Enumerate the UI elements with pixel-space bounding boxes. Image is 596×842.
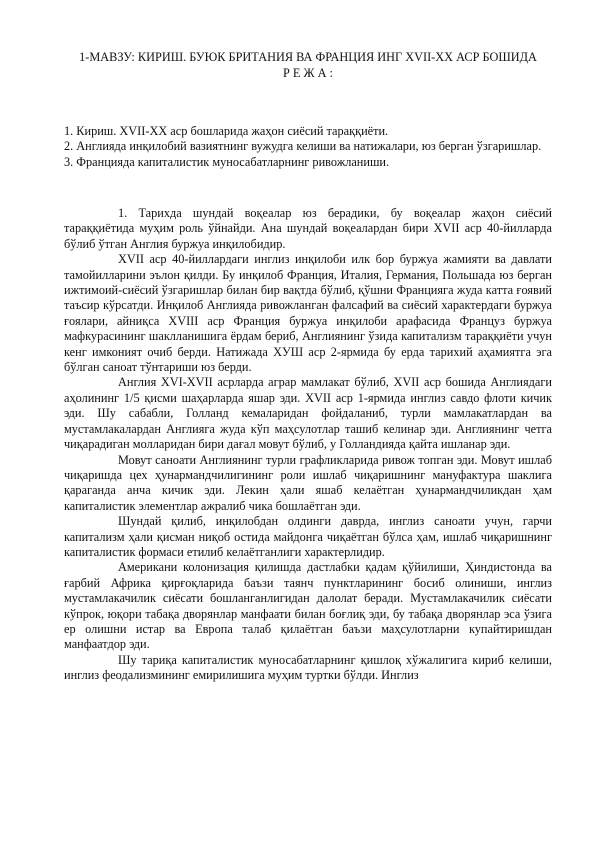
- plan-item: 3. Францияда капиталистик муносабатларнинг ривожланиши.: [64, 154, 390, 169]
- plan-item: 2. Англияда инқилобий вазиятнинг вужудга келиши ва натижалари, юз берган ўзгаришлар.: [64, 139, 542, 154]
- paragraph: Англия XVI-XVII асрларда аграр мамлакат бўлиб, XVII аср бошида Англиядаги аҳолининг 1/5 қисми шаҳарларда яшар эди. XVII аср 1-ярмида инглиз савдо флоти кичик эди. Шу сабабли, Голланд кемаларидан фойдаланиб, турли мамлакатлардан ва мустамлакалардан Англияга жуда кўп маҳсулотлар ташиб келинар эди. Англиянинг четга чиқарадиган молларидан бири дағал мовут бўлиб, у Голландияда қайта ишланар эди.: [64, 375, 552, 452]
- paragraph: Шундай қилиб, инқилобдан олдинги даврда, инглиз саноати учун, гарчи капитализм ҳали қисман ниқоб остида майдонга чиқаётган бўлса ҳам, ишлаб чиқаришнинг капиталистик формаси етилиб келаётганлиги характерлидир.: [64, 514, 552, 559]
- body-text: [64, 206, 552, 684]
- plan-item: 1. Кириш. XVII-XX аср бошларида жаҳон сиёсий тараққиёти.: [64, 124, 389, 138]
- page-title: 1-МАВЗУ: КИРИШ. БУЮК БРИТАНИЯ ВА ФРАНЦИЯ ИНГ XVII-XX АСР БОШИДА: [79, 50, 537, 64]
- paragraph: Американи колонизация қилишда дастлабки қадам қўйилиши, Ҳиндистонда ва ғарбий Африка қирғоқларида баъзи таянч пунктларининг босиб олиниши, инглиз мустамлакачилик сиёсати бошланганлигидан далолат беради. Мустамлакачилик сиёсати кўпрок, юқори табақа дворянлар манфаати билан боғлиқ эди, бу табақа дворянлар эса ўзига ер олишни истар ва Европа талаб қилаётган баъзи маҳсулотларни купайтиришдан манфаатдор эди.: [64, 560, 552, 652]
- paragraph: XVII аср 40-йиллардаги инглиз инқилоби илк бор буржуа жамияти ва давлати тамойилларини эълон қилди. Бу инқилоб Франция, Италия, Германия, Польшада юз берган ижтимоий-сиёсий ўзгаришлар билан бир вақтда бўлиб, қўшни Францияга жуда катта ғоявий таъсир кўрсатди. Инқилоб Англияда ривожланган фалсафий ва сиёсий характердаги буржуа ғоялари, айниқса XVIII аср Франция буржуа инқилоби арафасида Француз буржуа мафкурасининг шаклланишига ёрдам бериб, Англиянинг ўзида капитализм тараққиёти учун кенг имконият очиб берди. Натижада ХУШ аср 2-ярмида бу ерда тарихий аҳамиятга эга бўлган саноат тўнтариши юз берди.: [64, 252, 552, 375]
- paragraph: Мовут саноати Англиянинг турли графликларида ривож топган эди. Мовут ишлаб чиқаришда цех ҳунармандчилигининг роли ишлаб чиқаришнинг мануфактура шаклига қараганда анча кичик эди. Лекин ҳали яшаб келаётган ҳунармандчиликдан ҳам капиталистик элементлар ажралиб чика бошлаётган эди.: [64, 452, 552, 513]
- paragraph: 1. Тарихда шундай воқеалар юз берадики, бу воқеалар жаҳон сиёсий тараққиётида муҳим роль ўйнайди. Ана шундай воқеалардан бири XVII аср 40-йилларда бўлиб ўтган Англия буржуа инқилобидир.: [64, 206, 552, 251]
- plan-heading: Р Е Ж А :: [283, 65, 333, 80]
- plan-list: [64, 124, 552, 170]
- title-block: [64, 50, 552, 81]
- paragraph: Шу тариқа капиталистик муносабатларнинг қишлоқ хўжалигига кириб келиши, инглиз феодализмининг емирилишига муҳим туртки бўлди. Инглиз: [64, 652, 552, 683]
